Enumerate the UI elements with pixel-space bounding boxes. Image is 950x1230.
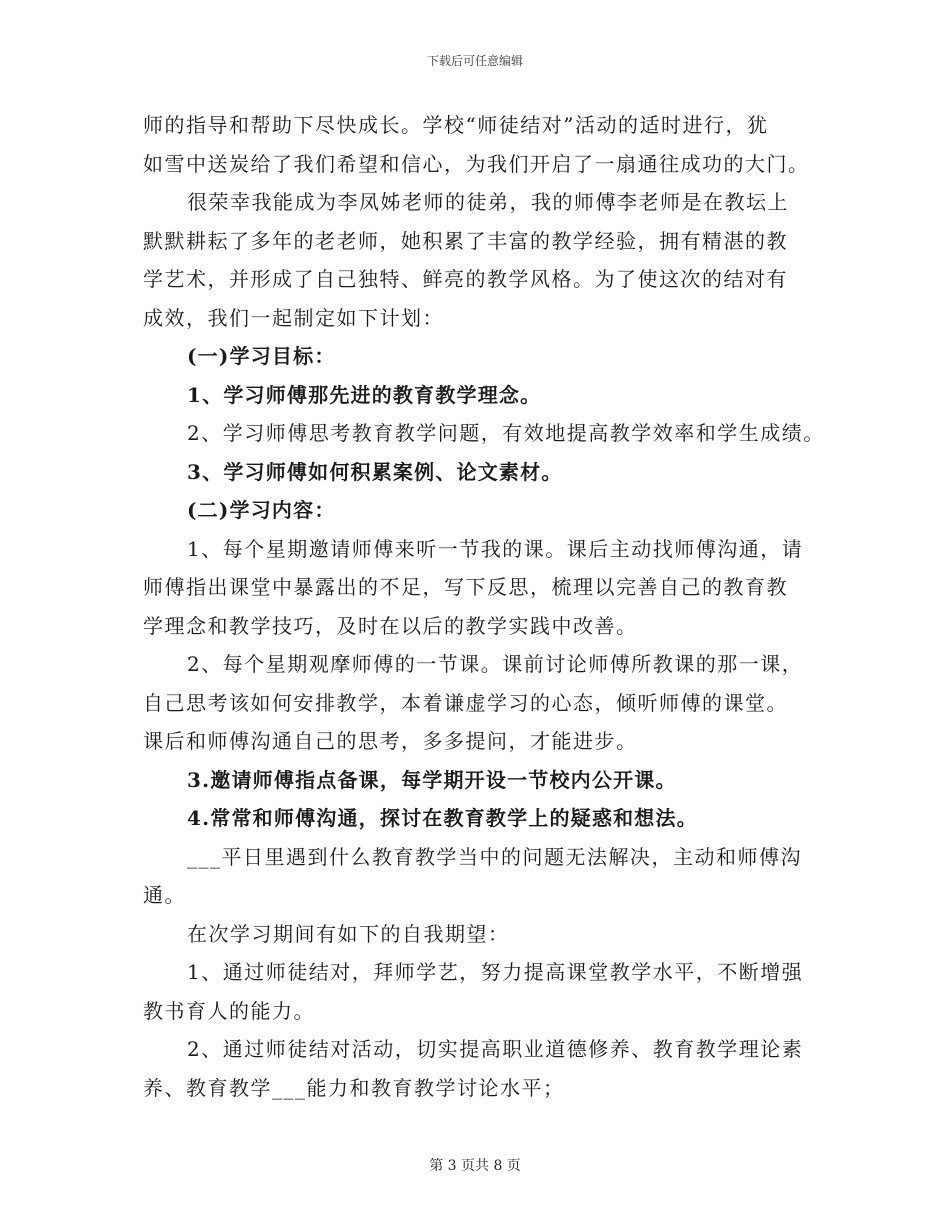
text-line: 课后和师傅沟通自己的思考，多多提问，才能进步。 [143,729,638,753]
text-line: 师的指导和帮助下尽快成长。学校“师徒结对”活动的适时进行，犹 [143,113,769,137]
text-line: 2、每个星期观摩师傅的一节课。课前讨论师傅所教课的那一课， [187,652,804,676]
text-line: 养、教育教学___能力和教育教学讨论水平； [143,1075,565,1100]
text-line: ___平日里遇到什么教育教学当中的问题无法解决，主动和师傅沟 [187,844,802,869]
text-line: 在次学习期间有如下的自我期望： [187,921,510,946]
goal-item: 1、学习师傅那先进的教育教学理念。 [187,382,542,407]
text-line: 自己思考该如何安排教学，本着谦虚学习的心态，倾听师傅的课堂。 [143,690,788,715]
text-line: 学艺术，并形成了自己独特、鲜亮的教学风格。为了使这次的结对有 [143,267,788,291]
text-line: 通。 [143,883,186,907]
content-item: 3.邀请师傅指点备课，每学期开设一节校内公开课。 [187,767,677,792]
text-line: 师傅指出课堂中暴露出的不足，写下反思，梳理以完善自己的教育教 [143,575,788,599]
page-number: 第 3 页共 8 页 [429,1158,521,1174]
text-line: 学理念和教学技巧，及时在以后的教学实践中改善。 [143,613,638,638]
goal-item: 2、学习师傅思考教育教学问题，有效地提高教学效率和学生成绩。 [187,421,825,445]
text-line: 成效，我们一起制定如下计划： [143,305,444,330]
text-line: 如雪中送炭给了我们希望和信心，为我们开启了一扇通往成功的大门。 [143,151,810,176]
section-heading: (二)学习内容： [187,498,336,522]
goal-item: 3、学习师傅如何积累案例、论文素材。 [187,459,563,484]
text-line: 1、通过师徒结对，拜师学艺，努力提高课堂教学水平，不断增强 [187,960,804,984]
content-item: 4.常常和师傅沟通，探讨在教育教学上的疑惑和想法。 [187,806,698,830]
document-body [143,106,823,1107]
text-line: 很荣幸我能成为李凤姊老师的徒弟，我的师傅李老师是在教坛上 [187,190,789,214]
text-line: 1、每个星期邀请师傅来听一节我的课。课后主动找师傅沟通，请 [187,536,804,561]
page-header: 下载后可任意编辑 [426,54,523,68]
text-line: 默默耕耘了多年的老老师，她积累了丰富的教学经验，拥有精湛的教 [143,228,788,253]
text-line: 2、通过师徒结对活动，切实提高职业道德修养、教育教学理论素 [187,1037,804,1061]
text-line: 教书育人的能力。 [143,998,315,1023]
section-heading: (一)学习目标： [187,344,336,368]
